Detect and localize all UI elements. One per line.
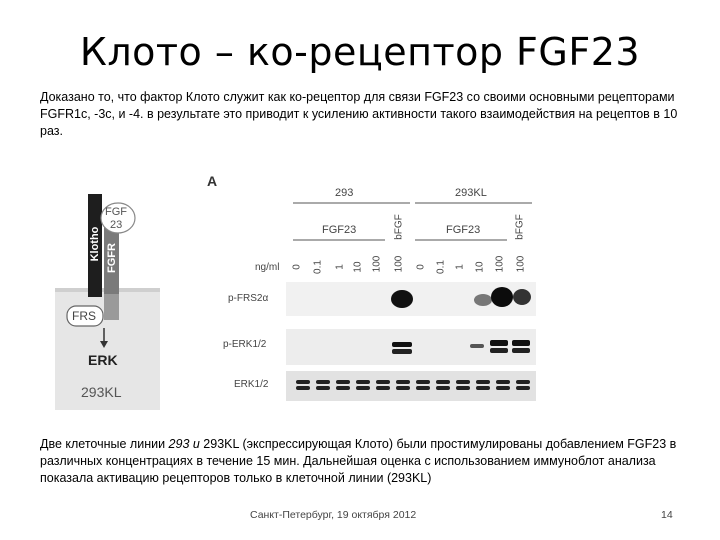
fgf-number: 23 <box>110 219 123 231</box>
bfgf-label-1: bFGF <box>393 214 405 240</box>
concentration-label: 0 <box>415 264 427 270</box>
concentration-label: 10 <box>352 261 364 273</box>
concentration-label: 100 <box>393 255 405 273</box>
concentration-label: 10 <box>474 261 486 273</box>
concentration-label: 0.1 <box>312 260 324 274</box>
fgf23-label-1: FGF23 <box>322 224 357 236</box>
row-label-erk: ERK1/2 <box>234 379 269 390</box>
row-label-perk: p-ERK1/2 <box>223 339 267 350</box>
band <box>392 342 412 347</box>
group2-label: 293KL <box>455 187 487 199</box>
band <box>470 344 484 348</box>
concentration-label: 1 <box>454 264 466 270</box>
frs-label: FRS <box>72 309 96 323</box>
fgf-label: FGF <box>105 206 127 218</box>
fgfr-intracellular <box>104 294 119 320</box>
band <box>512 348 530 353</box>
band <box>490 348 508 353</box>
blot-strip-perk <box>286 329 536 365</box>
band <box>474 294 492 306</box>
page-number: 14 <box>661 509 673 521</box>
receptor-diagram <box>55 194 160 410</box>
band <box>512 340 530 346</box>
erk-label: ERK <box>88 352 118 368</box>
klotho-label: Klotho <box>89 226 101 262</box>
fgfr-label: FGFR <box>106 243 118 273</box>
concentration-label: 1 <box>334 264 346 270</box>
concentration-label: 100 <box>494 255 506 273</box>
bfgf-label-2: bFGF <box>514 214 526 240</box>
intro-paragraph: Доказано то, что фактор Клото служит как ко-рецептор для связи FGF23 со своими основными рецепторами FGFR1c, -3c, и -4. в результате это приводит к усилению активности такого взаимодействия на рецептов в 10 раз. <box>40 90 678 138</box>
group1-label: 293 <box>335 187 354 199</box>
concentration-label: 0.1 <box>435 260 447 274</box>
results-text-start: Две клеточные линии <box>40 437 169 451</box>
concentration-label: 0 <box>291 264 303 270</box>
results-text-end: 293KL (экспрессирующая Клото) были простимулированы добавлением FGF23 в различных концентрациях в течение 15 мин. Дальнейшая оценка с использованием иммуноблот анализа показала активацию рецепторов только в клеточной линии (293KL) <box>40 437 677 485</box>
concentration-label: 100 <box>371 255 383 273</box>
results-paragraph <box>40 436 690 487</box>
band <box>490 340 508 346</box>
unit-label: ng/ml <box>255 262 280 273</box>
results-text-italic: 293 и <box>168 437 200 451</box>
slide-title: Клото – ко-рецептор FGF23 <box>79 30 641 74</box>
footer-text: Санкт-Петербург, 19 октября 2012 <box>250 509 417 521</box>
band <box>491 287 513 307</box>
row-label-pfrs2a: p-FRS2α <box>228 293 269 304</box>
panel-label: A <box>207 173 218 189</box>
band <box>513 289 531 305</box>
band <box>392 349 412 354</box>
concentration-label: 100 <box>515 255 527 273</box>
band <box>391 290 413 308</box>
fgf23-label-2: FGF23 <box>446 224 481 236</box>
cell-line-label: 293KL <box>81 384 122 400</box>
